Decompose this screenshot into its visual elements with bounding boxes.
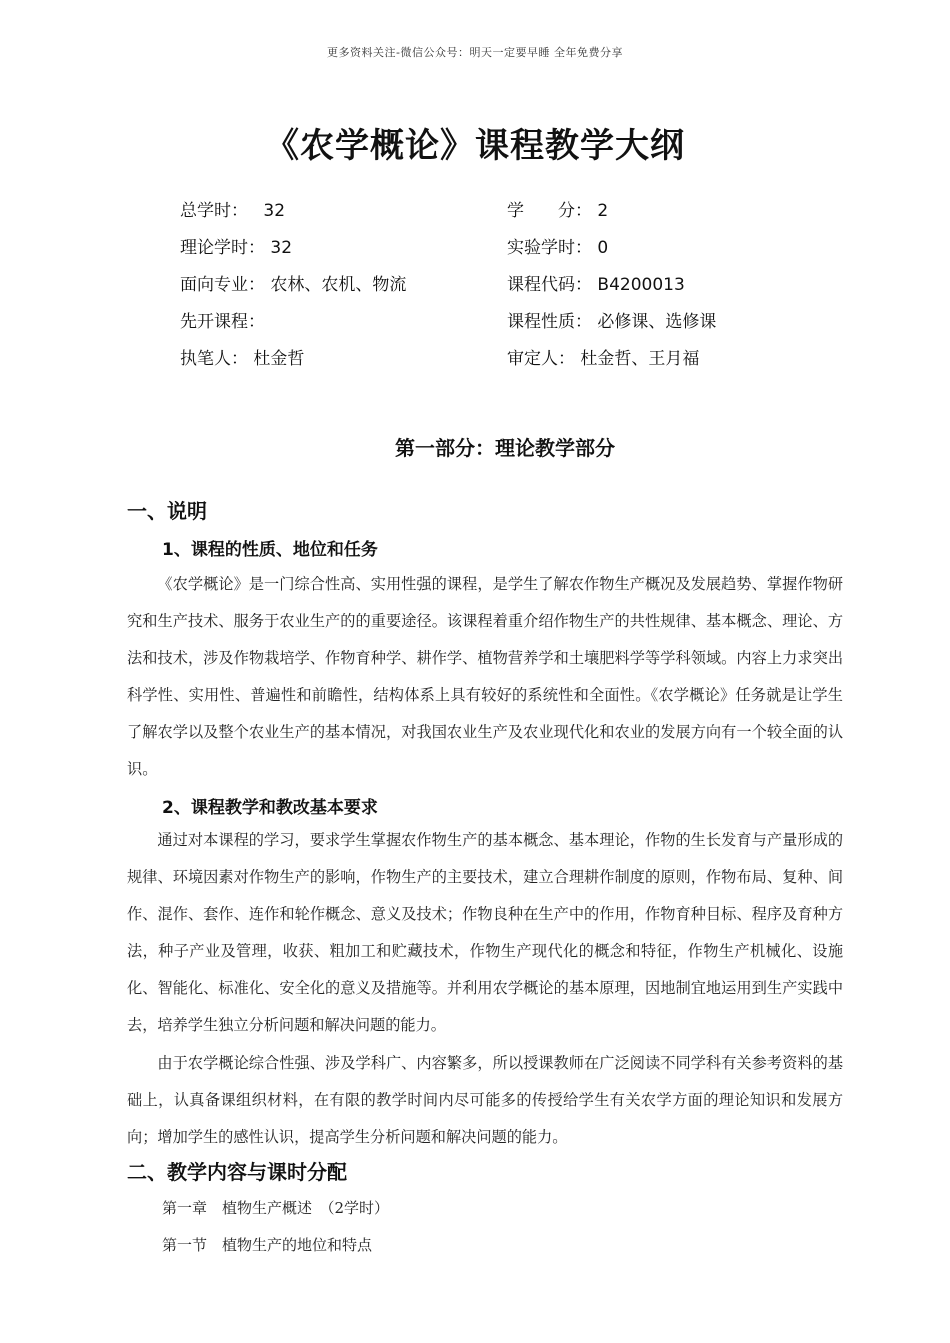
info-label: 课程性质： [507, 312, 592, 332]
info-label: 面向专业： [180, 275, 265, 295]
info-value: 32 [263, 201, 286, 221]
info-label: 理论学时： [180, 238, 265, 258]
info-author [180, 344, 304, 369]
info-credits [507, 196, 608, 221]
info-label: 学 分： [507, 201, 592, 221]
info-majors [180, 270, 406, 295]
info-value: 必修课、选修课 [597, 312, 717, 332]
subsection-heading-1: 1、课程的性质、地位和任务 [162, 540, 378, 560]
info-value: 杜金哲、王月福 [580, 349, 700, 369]
info-value: 32 [270, 238, 293, 258]
paragraph-teaching-requirements: 通过对本课程的学习，要求学生掌握农作物生产的基本概念、基本理论，作物的生长发育与产量形成的规律、环境因素对作物生产的影响，作物生产的主要技术，建立合理耕作制度的原则，作物布局、复种、间作、混作、套作、连作和轮作概念、意义及技术；作物良种在生产中的作用，作物育种目标、程序及育种方法，种子产业及管理，收获、粗加工和贮藏技术，作物生产现代化的概念和特征，作物生产机械化、设施化、智能化、标准化、安全化的意义及措施等。并利用农学概论的基本原理，因地制宜地运用到生产实践中去，培养学生独立分析问题和解决问题的能力。 [127, 831, 843, 1034]
info-nature [507, 307, 716, 332]
info-label: 先开课程： [180, 312, 265, 332]
info-label: 课程代码： [507, 275, 592, 295]
info-label: 执笔人： [180, 349, 248, 369]
info-total-hours [180, 196, 285, 221]
info-lab-hours [507, 233, 608, 258]
info-course-code [507, 270, 685, 295]
info-reviewer [507, 344, 699, 369]
info-value: 0 [597, 238, 609, 258]
chapter-line: 第一章 植物生产概述 （2学时） [162, 1199, 390, 1217]
section-line: 第一节 植物生产的地位和特点 [162, 1236, 373, 1254]
info-label: 实验学时： [507, 238, 592, 258]
info-theory-hours [180, 233, 292, 258]
info-value: 2 [597, 201, 609, 221]
section-heading-1: 一、说明 [127, 499, 207, 523]
part-title: 第一部分：理论教学部分 [395, 436, 615, 460]
info-prerequisite [180, 307, 270, 332]
header-note: 更多资料关注-微信公众号：明天一定要早睡 全年免费分享 [327, 46, 623, 59]
paragraph-course-nature: 《农学概论》是一门综合性高、实用性强的课程，是学生了解农作物生产概况及发展趋势、掌握作物研究和生产技术、服务于农业生产的的重要途径。该课程着重介绍作物生产的共性规律、基本概念、理论、方法和技术，涉及作物栽培学、作物育种学、耕作学、植物营养学和土壤肥料学等学科领域。内容上力求突出科学性、实用性、普遍性和前瞻性，结构体系上具有较好的系统性和全面性。《农学概论》任务就是让学生了解农学以及整个农业生产的基本情况，对我国农业生产及农业现代化和农业的发展方向有一个较全面的认识。 [127, 575, 843, 778]
document-title: 《农学概论》课程教学大纲 [265, 126, 685, 166]
subsection-heading-2: 2、课程教学和教改基本要求 [162, 798, 378, 818]
paragraph-teaching-method: 由于农学概论综合性强、涉及学科广、内容繁多，所以授课教师在广泛阅读不同学科有关参考资料的基础上，认真备课组织材料，在有限的教学时间内尽可能多的传授给学生有关农学方面的理论知识和发展方向；增加学生的感性认识，提高学生分析问题和解决问题的能力。 [127, 1054, 843, 1146]
info-label: 审定人： [507, 349, 575, 369]
section-heading-2: 二、教学内容与课时分配 [127, 1160, 347, 1184]
info-value: 杜金哲 [253, 349, 305, 369]
info-label: 总学时： [180, 201, 248, 221]
info-value: B4200013 [597, 275, 685, 295]
info-value: 农林、农机、物流 [270, 275, 407, 295]
